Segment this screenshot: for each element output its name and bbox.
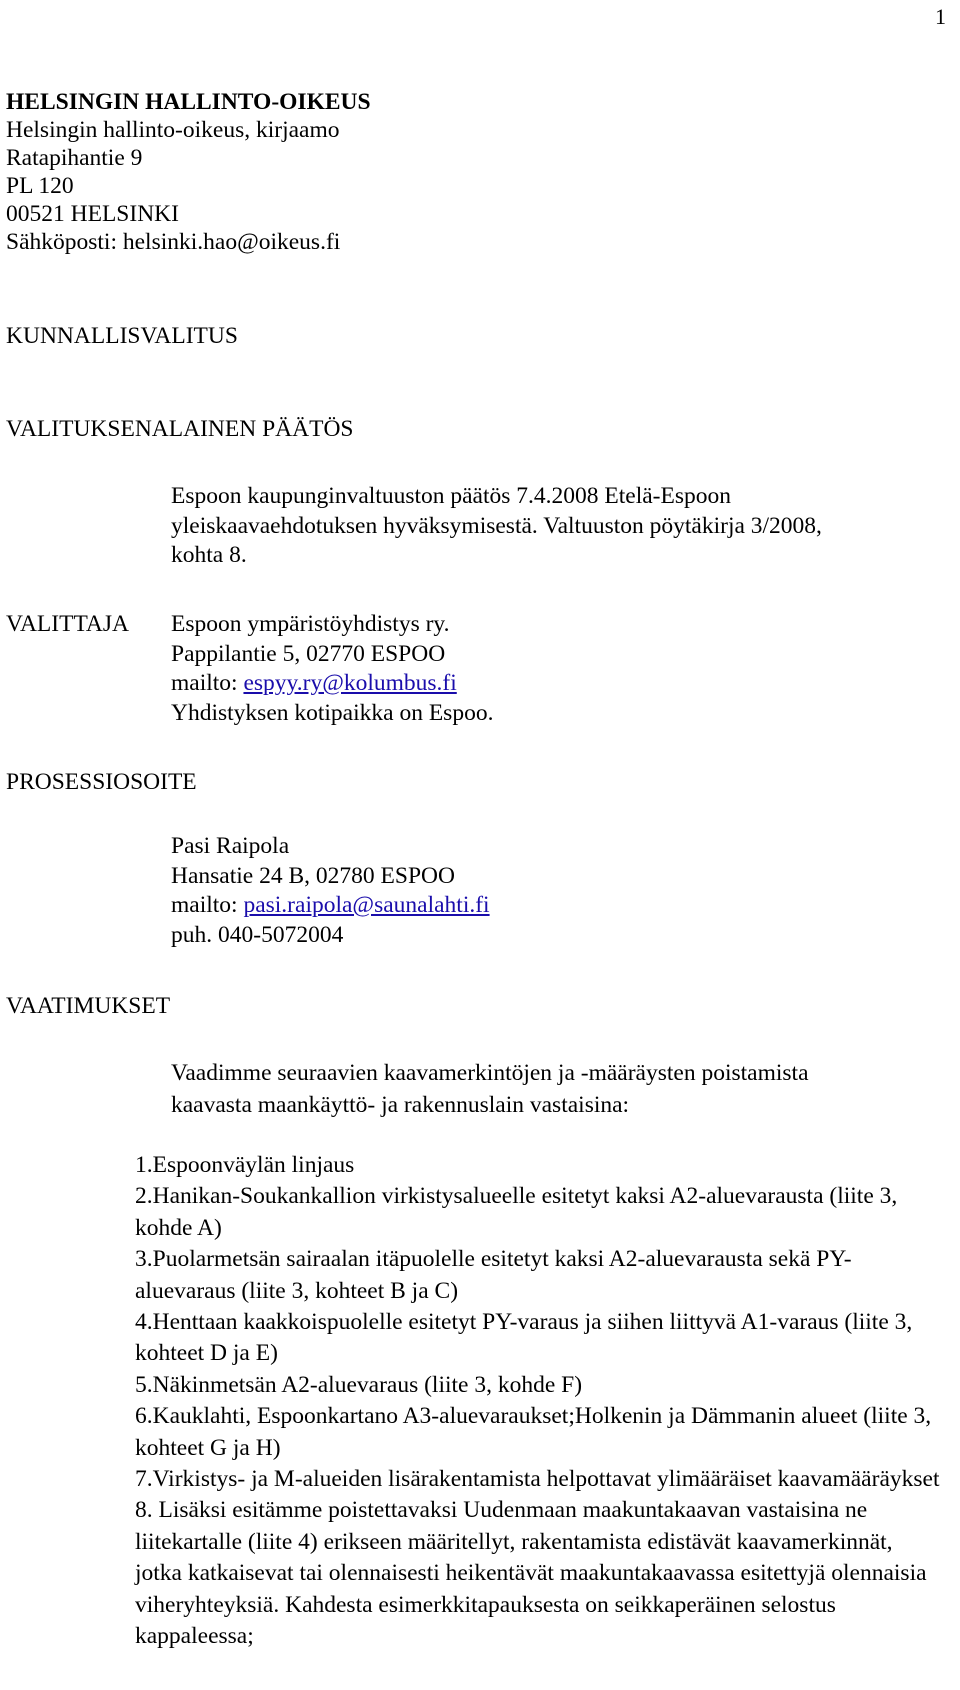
page-number: 1: [935, 4, 946, 29]
list-item: 5.Näkinmetsän A2-aluevaraus (liite 3, kohde F): [135, 1371, 583, 1398]
demands-label: VAATIMUKSET: [6, 993, 171, 1019]
appellant-label: VALITTAJA: [6, 611, 130, 637]
process-address-block: [171, 832, 490, 950]
list-item: 3.Puolarmetsän sairaalan itäpuolelle esitetyt kaksi A2-aluevarausta sekä PY-aluevaraus (liite 3, kohteet B ja C): [135, 1246, 852, 1304]
process-address-label: PROSESSIOSOITE: [6, 769, 197, 795]
court-address-block: [6, 88, 371, 256]
appellant-email-link[interactable]: espyy.ry@kolumbus.fi: [243, 670, 457, 696]
mail-prefix: mailto:: [171, 670, 244, 696]
court-po-box: PL 120: [6, 173, 74, 199]
decision-text: [171, 482, 822, 571]
representative-phone: puh. 040-5072004: [171, 921, 344, 948]
list-item: 8. Lisäksi esitämme poistettavaksi Uudenmaan maakuntakaavan vastaisina ne liitekartalle (liite 4) erikseen määritellyt, rakentamista edistävät kaavamerkinnät, jotka katkaisevat tai olennaisesti heikentävät maakuntakaavassa esitettyjä olennaisia viheryhteyksiä. Kahdesta esimerkkitapauksesta on seikkaperäinen selostus kappaleessa;: [135, 1497, 927, 1650]
appellant-mail-line: [171, 669, 493, 699]
representative-address: Hansatie 24 B, 02780 ESPOO: [171, 862, 455, 889]
court-city: 00521 HELSINKI: [6, 201, 179, 227]
demands-intro-line: Vaadimme seuraavien kaavamerkintöjen ja -määräysten poistamista: [171, 1060, 809, 1086]
appellant-block: [171, 610, 493, 728]
list-item: 6.Kauklahti, Espoonkartano A3-aluevaraukset;Holkenin ja Dämmanin alueet (liite 3, kohteet G ja H): [135, 1403, 932, 1461]
mail-prefix: mailto:: [171, 892, 244, 918]
list-item: 4.Henttaan kaakkoispuolelle esitetyt PY-varaus ja siihen liittyvä A1-varaus (liite 3, kohteet D ja E): [135, 1309, 913, 1367]
appellant-address: Pappilantie 5, 02770 ESPOO: [171, 640, 446, 667]
court-street: Ratapihantie 9: [6, 145, 143, 171]
appellant-domicile: Yhdistyksen kotipaikka on Espoo.: [171, 699, 494, 726]
court-email: Sähköposti: helsinki.hao@oikeus.fi: [6, 229, 341, 255]
demands-list: [135, 1150, 945, 1653]
heading-appeal-type: KUNNALLISVALITUS: [6, 323, 238, 349]
list-item: 7.Virkistys- ja M-alueiden lisärakentamista helpottavat ylimääräiset kaavamääräykset: [135, 1466, 940, 1493]
demands-intro-line: kaavasta maankäyttö- ja rakennuslain vastaisina:: [171, 1092, 630, 1118]
appellant-name: Espoon ympäristöyhdistys ry.: [171, 611, 450, 637]
representative-email-link[interactable]: pasi.raipola@saunalahti.fi: [243, 892, 490, 918]
court-name: HELSINGIN HALLINTO-OIKEUS: [6, 89, 371, 115]
decision-label: VALITUKSENALAINEN PÄÄTÖS: [6, 416, 354, 442]
list-item: 1.Espoonväylän linjaus: [135, 1152, 355, 1178]
decision-line: Espoon kaupunginvaltuuston päätös 7.4.2008 Etelä-Espoon: [171, 483, 732, 509]
decision-line: kohta 8.: [171, 542, 247, 568]
court-office: Helsingin hallinto-oikeus, kirjaamo: [6, 117, 340, 143]
demands-intro: [171, 1057, 809, 1121]
representative-name: Pasi Raipola: [171, 833, 290, 859]
decision-line: yleiskaavaehdotuksen hyväksymisestä. Valtuuston pöytäkirja 3/2008,: [171, 512, 822, 539]
list-item: 2.Hanikan-Soukankallion virkistysalueelle esitetyt kaksi A2-aluevarausta (liite 3, kohde A): [135, 1183, 898, 1241]
representative-mail-line: [171, 891, 490, 921]
